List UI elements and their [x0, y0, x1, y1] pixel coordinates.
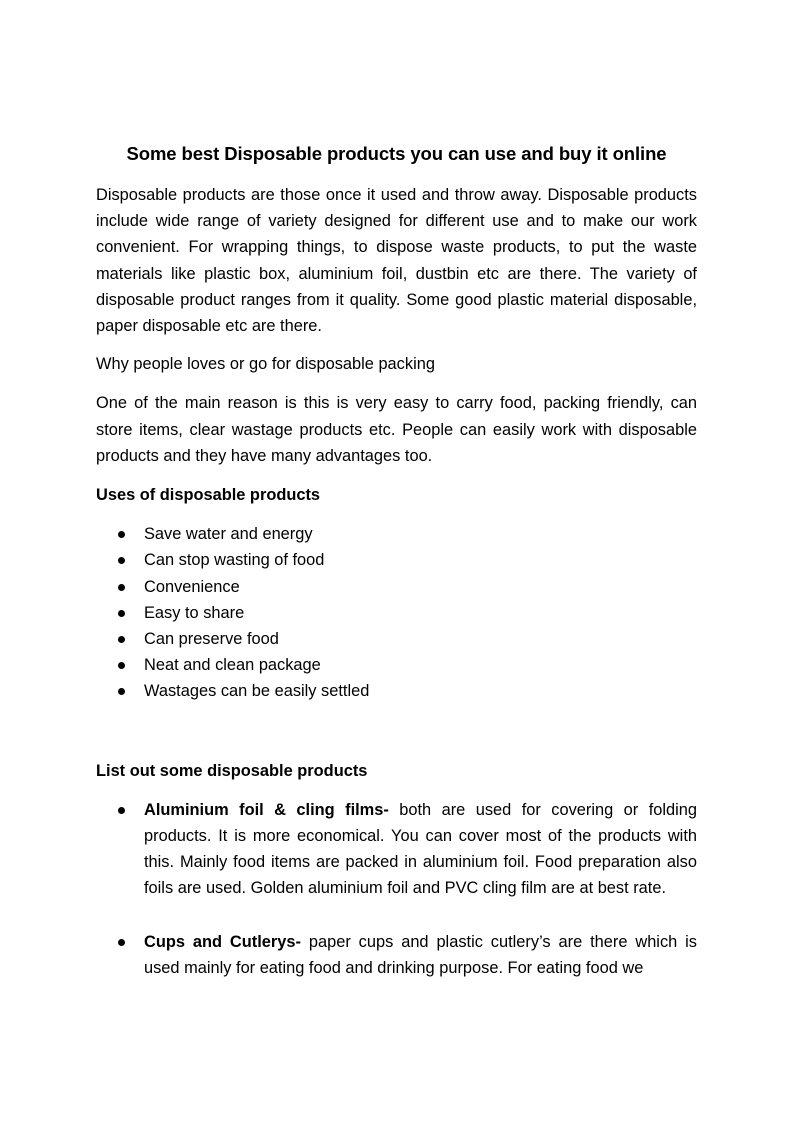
- uses-heading: Uses of disposable products: [96, 486, 321, 505]
- bullet-icon: [118, 688, 125, 695]
- document-body: [96, 141, 697, 1008]
- list-item-text: Convenience: [144, 577, 240, 596]
- list-item-text: Neat and clean package: [144, 656, 321, 675]
- product-name: Aluminium foil & cling films-: [144, 800, 389, 819]
- bullet-icon: [118, 557, 125, 564]
- list-item: [96, 600, 697, 626]
- product-description: paper cups and plastic cutlery’s are there which is used mainly for eating food and drinking purpose. For eating food we: [144, 932, 697, 977]
- product-item: [96, 797, 697, 902]
- bullet-icon: [118, 939, 125, 946]
- bullet-icon: [118, 610, 125, 617]
- list-item: [96, 547, 697, 573]
- bullet-icon: [118, 531, 125, 538]
- bullet-icon: [118, 807, 125, 814]
- list-item-text: Can preserve food: [144, 630, 279, 649]
- list-item: [96, 574, 697, 600]
- list-item: [96, 626, 697, 652]
- why-paragraph: Why people loves or go for disposable packing: [96, 355, 435, 374]
- list-item-text: Easy to share: [144, 603, 245, 622]
- product-description: both are used for covering or folding products. It is more economical. You can cover most of the products with this. Mainly food items are packed in aluminium foil. Food preparation also foils are used. Golden aluminium foil and PVC cling film are at best rate.: [144, 800, 697, 898]
- list-item: [96, 652, 697, 678]
- list-item: [96, 678, 697, 704]
- bullet-icon: [118, 584, 125, 591]
- product-name: Cups and Cutlerys-: [144, 932, 301, 951]
- list-item-text: Save water and energy: [144, 525, 313, 544]
- intro-paragraph: Disposable products are those once it used and throw away. Disposable products include wide range of variety designed for different use and to make our work convenient. For wrapping things, to dispose waste products, to put the waste materials like plastic box, aluminium foil, dustbin etc are there. The variety of disposable product ranges from it quality. Some good plastic material disposable, paper disposable etc are there.: [96, 186, 697, 336]
- document-title: Some best Disposable products you can use and buy it online: [126, 143, 667, 164]
- list-item-text: Can stop wasting of food: [144, 551, 325, 570]
- bullet-icon: [118, 662, 125, 669]
- uses-list: [96, 521, 697, 704]
- products-list: [96, 797, 697, 981]
- bullet-icon: [118, 636, 125, 643]
- list-item: [96, 521, 697, 547]
- reason-paragraph: One of the main reason is this is very easy to carry food, packing friendly, can store items, clear wastage products etc. People can easily work with disposable products and they have many advantages too.: [96, 394, 697, 465]
- product-item: [96, 929, 697, 981]
- products-heading: List out some disposable products: [96, 761, 368, 780]
- list-item-text: Wastages can be easily settled: [144, 682, 370, 701]
